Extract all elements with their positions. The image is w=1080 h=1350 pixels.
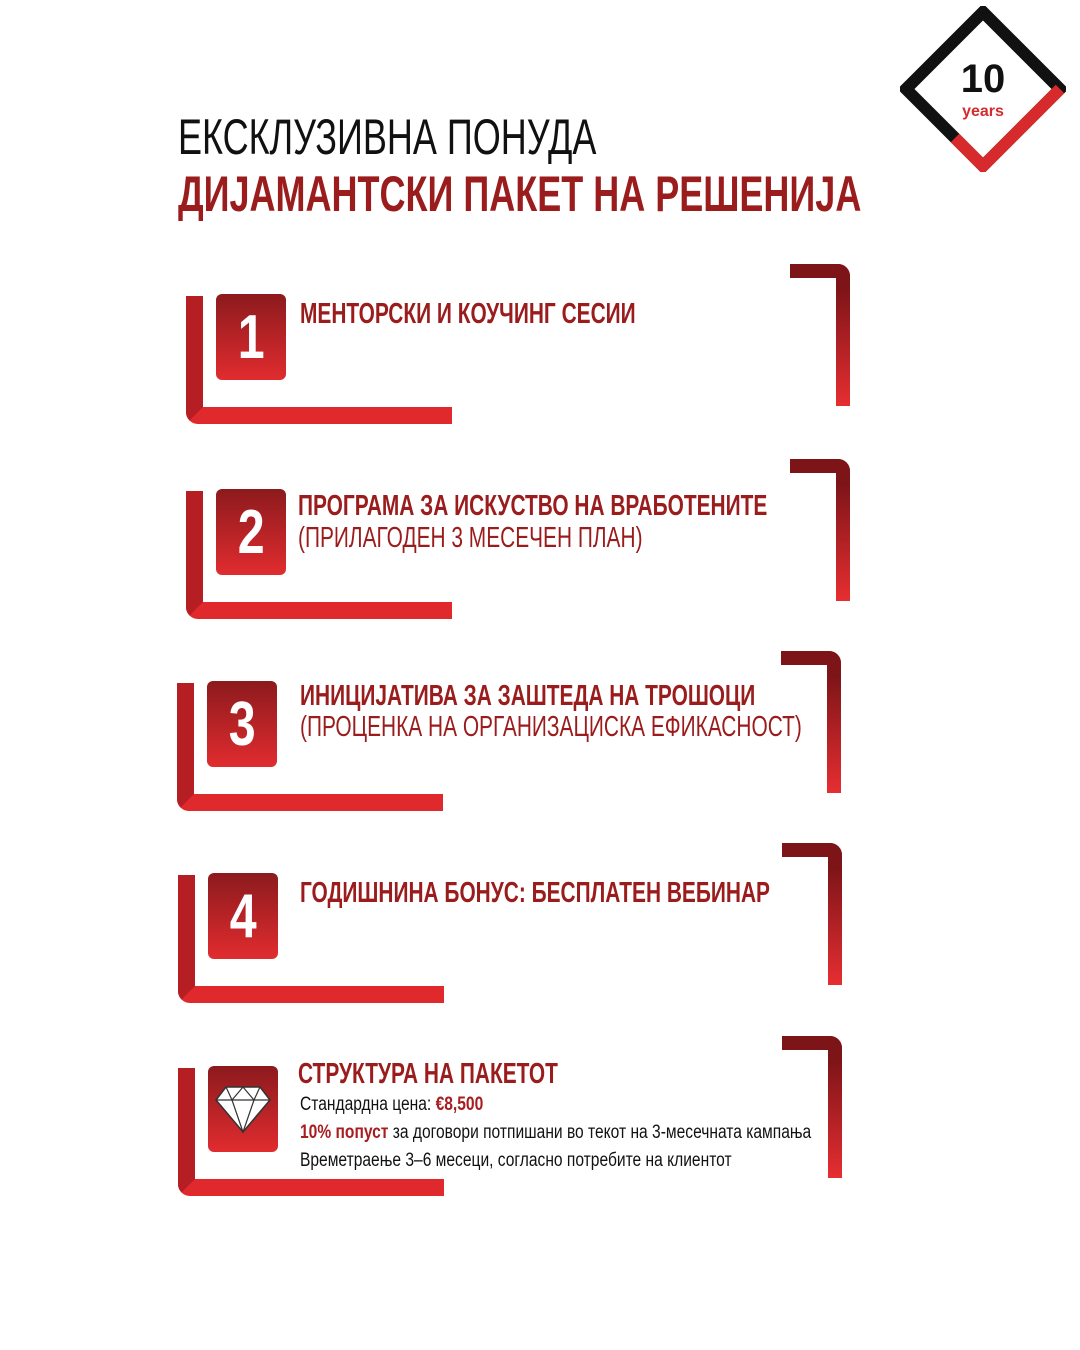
discount-line: [300, 1122, 811, 1144]
page-title-line1: ЕКСКЛУЗИВНА ПОНУДА: [178, 109, 597, 165]
price-value: €8,500: [435, 1094, 484, 1115]
item-number-box: [208, 873, 278, 959]
price-line: [300, 1094, 483, 1116]
item-number: 1: [237, 302, 265, 372]
ten-years-logo: [900, 6, 1066, 172]
logo-word: years: [962, 103, 1004, 120]
discount-amount: 10% попуст: [300, 1122, 389, 1143]
structure-title: СТРУКТУРА НА ПАКЕТОТ: [298, 1058, 558, 1090]
discount-text: за договори потпишани во текот на 3-месечната кампања: [388, 1122, 812, 1143]
price-label: Стандардна цена:: [300, 1094, 436, 1115]
item-number-box: [216, 489, 286, 575]
duration-line: Времетраење 3–6 месеци, согласно потребите на клиентот: [300, 1150, 732, 1171]
item-right-frame: [790, 459, 850, 601]
diamond-icon-box: [208, 1066, 278, 1152]
item-title: МЕНТОРСКИ И КОУЧИНГ СЕСИИ: [300, 298, 636, 330]
page-title-line2: ДИЈАМАНТСКИ ПАКЕТ НА РЕШЕНИЈА: [178, 166, 862, 222]
item-number: 3: [228, 689, 256, 759]
item-number-box: [207, 681, 277, 767]
item-right-frame: [782, 1036, 842, 1178]
item-title: ИНИЦИЈАТИВА ЗА ЗАШТЕДА НА ТРОШОЦИ: [300, 680, 756, 712]
logo-number: 10: [960, 57, 1006, 101]
item-number: 2: [237, 497, 265, 567]
diamond-icon: [214, 1083, 272, 1135]
item-title: ГОДИШНИНА БОНУС: БЕСПЛАТЕН ВЕБИНАР: [300, 877, 770, 909]
item-number: 4: [229, 881, 257, 951]
item-right-frame: [790, 264, 850, 406]
item-subtitle: (ПРОЦЕНКА НА ОРГАНИЗАЦИСКА ЕФИКАСНОСТ): [300, 711, 802, 743]
item-right-frame: [782, 843, 842, 985]
item-number-box: [216, 294, 286, 380]
item-subtitle: (ПРИЛАГОДЕН 3 МЕСЕЧЕН ПЛАН): [298, 522, 643, 554]
item-title: ПРОГРАМА ЗА ИСКУСТВО НА ВРАБОТЕНИТЕ: [298, 490, 768, 522]
